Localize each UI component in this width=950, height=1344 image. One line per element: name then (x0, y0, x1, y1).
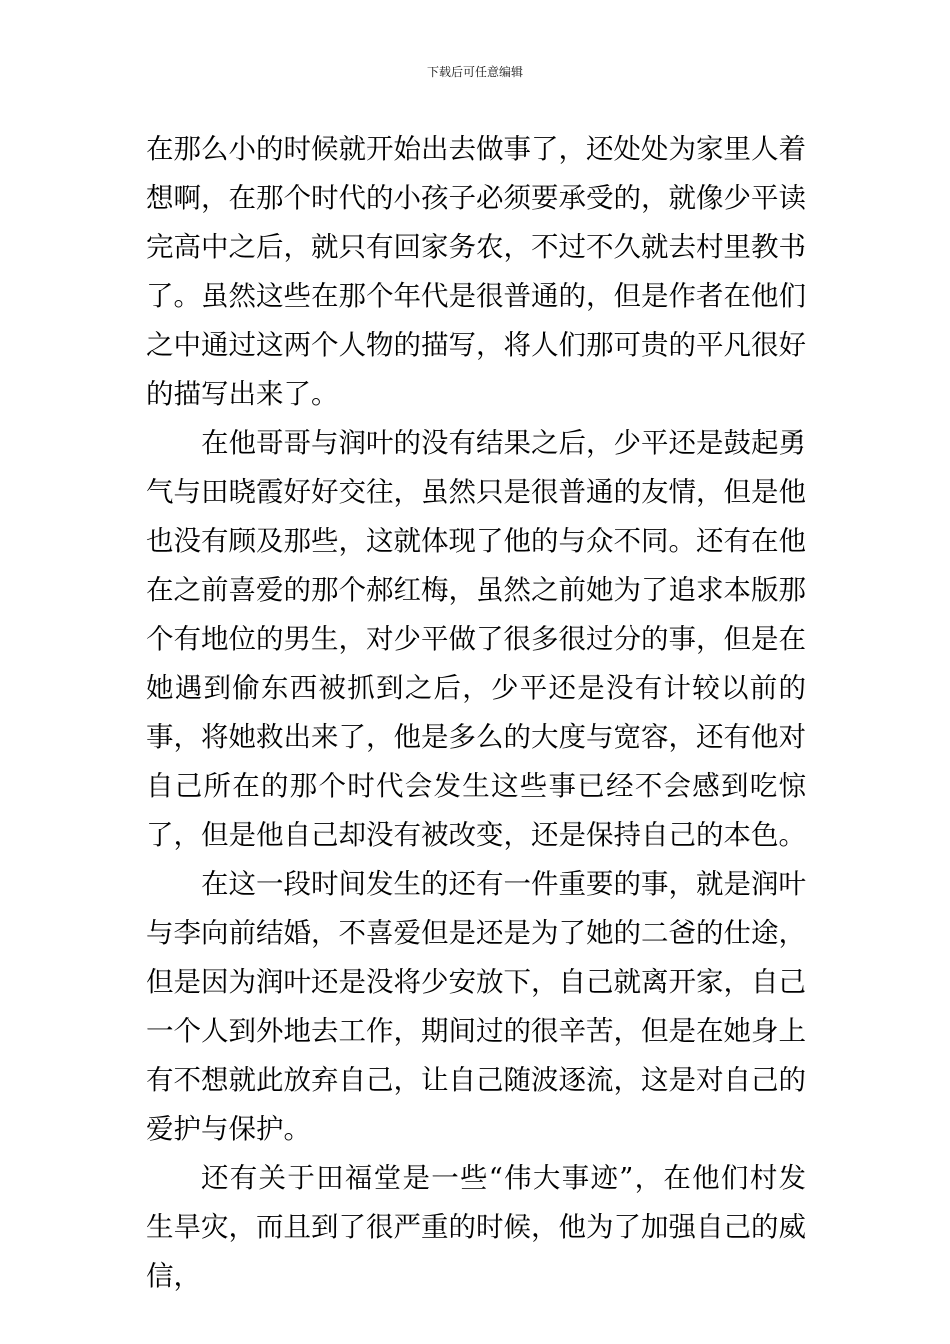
paragraph-4: 还有关于田福堂是一些“伟大事迹”，在他们村发生旱灾，而且到了很严重的时候，他为了加强自己的威信， (146, 1162, 806, 1292)
paragraph-1: 在那么小的时候就开始出去做事了，还处处为家里人着想啊，在那个时代的小孩子必须要承受的，就像少平读完高中之后，就只有回家务农，不过不久就去村里教书了。虽然这些在那个年代是很普通的，但是作者在他们之中通过这两个人物的描写，将人们那可贵的平凡很好的描写出来了。 (146, 133, 806, 410)
paragraph-2: 在他哥哥与润叶的没有结果之后，少平还是鼓起勇气与田晓霞好好交往，虽然只是很普通的友情，但是他也没有顾及那些，这就体现了他的与众不同。还有在他在之前喜爱的那个郝红梅，虽然之前她为了追求本版那个有地位的男生，对少平做了很多很过分的事，但是在她遇到偷东西被抓到之后，少平还是没有计较以前的事，将她救出来了，他是多么的大度与宽容，还有他对自己所在的那个时代会发生这些事已经不会感到吃惊了，但是他自己却没有被改变，还是保持自己的本色。 (146, 427, 806, 851)
paragraph-3: 在这一段时间发生的还有一件重要的事，就是润叶与李向前结婚，不喜爱但是还是为了她的二爸的仕途，但是因为润叶还是没将少安放下，自己就离开家，自己一个人到外地去工作，期间过的很辛苦，但是在她身上有不想就此放弃自己，让自己随波逐流，这是对自己的爱护与保护。 (146, 868, 806, 1145)
document-body (146, 125, 806, 1301)
page-header: 下载后可任意编辑 (426, 65, 523, 79)
